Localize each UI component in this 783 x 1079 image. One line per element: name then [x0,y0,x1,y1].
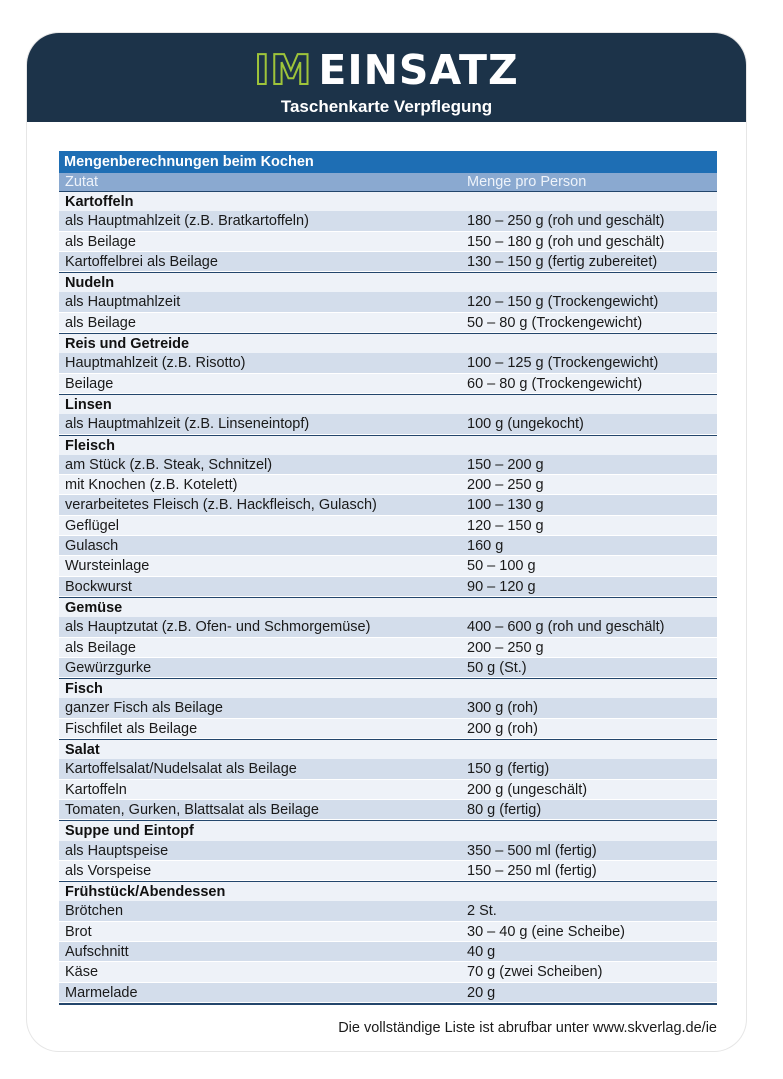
pocket-card [27,33,746,1051]
category-row [59,435,717,455]
amount-cell: 350 – 500 ml (fertig) [467,842,597,859]
table-row [59,475,717,495]
amount-cell: 100 – 130 g [467,497,544,514]
ingredient-cell: als Vorspeise [65,862,152,879]
category-label: Suppe und Eintopf [65,823,194,840]
category-row [59,394,717,414]
table-row [59,577,717,597]
ingredient-cell: mit Knochen (z.B. Kotelett) [65,477,238,494]
amount-cell: 200 g (ungeschält) [467,781,588,798]
amount-cell: 200 – 250 g [467,477,544,494]
category-label: Fleisch [65,437,115,454]
amount-cell: 70 g (zwei Scheiben) [467,964,603,981]
amount-cell: 40 g [467,943,496,960]
table-row [59,942,717,962]
category-row [59,333,717,353]
ingredient-cell: als Hauptzutat (z.B. Ofen- und Schmorgemüse) [65,619,371,636]
category-row [59,739,717,759]
ingredient-cell: Gulasch [65,538,119,555]
table-bottom-rule [59,1003,717,1005]
table-row [59,800,717,820]
amount-cell: 100 – 125 g (Trockengewicht) [467,355,659,372]
ingredient-cell: Tomaten, Gurken, Blattsalat als Beilage [65,801,319,818]
amount-cell: 120 – 150 g (Trockengewicht) [467,294,659,311]
header-banner [27,33,746,122]
amount-cell: 160 g [467,538,504,555]
category-label: Nudeln [65,275,115,292]
amount-cell: 150 – 200 g [467,456,544,473]
ingredient-cell: als Hauptmahlzeit (z.B. Linseneintopf) [65,416,310,433]
table-row [59,313,717,333]
table-row [59,252,717,272]
table-row [59,536,717,556]
ingredient-cell: Fischfilet als Beilage [65,720,198,737]
card-subtitle: Taschenkarte Verpflegung [280,97,493,116]
amount-cell: 50 g (St.) [467,659,527,676]
category-label: Gemüse [65,599,123,616]
ingredient-cell: Bockwurst [65,578,132,595]
amount-cell: 180 – 250 g (roh und geschält) [467,213,665,230]
ingredient-cell: am Stück (z.B. Steak, Schnitzel) [65,456,273,473]
logo-im: IM [254,46,313,94]
table-row [59,922,717,942]
ingredient-cell: verarbeitetes Fleisch (z.B. Hackfleisch, Gulasch) [65,497,377,514]
ingredient-cell: als Beilage [65,639,136,656]
amount-cell: 150 g (fertig) [467,761,550,778]
table-row [59,698,717,718]
ingredient-cell: Hauptmahlzeit (z.B. Risotto) [65,355,246,372]
ingredient-cell: als Beilage [65,314,136,331]
ingredient-cell: Käse [65,964,99,981]
column-header-ingredient: Zutat [65,174,99,190]
table-row [59,983,717,1003]
amount-cell: 80 g (fertig) [467,801,542,818]
category-label: Kartoffeln [65,194,134,210]
ingredient-cell: als Hauptspeise [65,842,169,859]
category-label: Reis und Getreide [65,336,190,353]
amount-cell: 200 g (roh) [467,720,538,737]
table-row [59,353,717,373]
amount-cell: 120 – 150 g [467,517,544,534]
table-row [59,495,717,515]
table-row [59,617,717,637]
amount-cell: 50 – 80 g (Trockengewicht) [467,314,643,331]
table-row [59,232,717,252]
logo [27,47,746,93]
table-row [59,374,717,394]
category-row [59,272,717,292]
amount-cell: 90 – 120 g [467,578,536,595]
column-header-row [59,173,717,191]
table-row [59,901,717,921]
ingredient-cell: Brot [65,923,92,940]
table-row [59,759,717,779]
table-body [59,191,717,1003]
table-row [59,861,717,881]
category-row [59,597,717,617]
table-row [59,841,717,861]
amount-cell: 400 – 600 g (roh und geschält) [467,619,665,636]
table-row [59,292,717,312]
ingredient-cell: Gewürzgurke [65,659,152,676]
table-row [59,455,717,475]
ingredient-cell: als Beilage [65,233,136,250]
amount-cell: 60 – 80 g (Trockengewicht) [467,375,643,392]
ingredient-cell: Brötchen [65,903,124,920]
ingredient-cell: Aufschnitt [65,943,129,960]
category-label: Fisch [65,681,103,698]
ingredient-cell: Kartoffeln [65,781,127,798]
category-row [59,678,717,698]
amount-cell: 200 – 250 g [467,639,544,656]
table-row [59,780,717,800]
ingredient-cell: Beilage [65,375,114,392]
amount-cell: 2 St. [467,903,497,920]
footer-note: Die vollständige Liste ist abrufbar unter www.skverlag.de/ie [338,1020,717,1036]
amount-cell: 20 g [467,984,496,1001]
table-row [59,414,717,434]
category-row [59,881,717,901]
ingredient-cell: Kartoffelbrei als Beilage [65,253,218,270]
category-row [59,820,717,840]
ingredient-cell: Marmelade [65,984,138,1001]
ingredient-cell: Kartoffelsalat/Nudelsalat als Beilage [65,761,297,778]
table-title: Mengenberechnungen beim Kochen [59,151,717,173]
amount-cell: 50 – 100 g [467,558,536,575]
column-header-amount: Menge pro Person [467,174,587,190]
category-row [59,191,717,211]
ingredient-cell: als Hauptmahlzeit [65,294,181,311]
amount-cell: 150 – 250 ml (fertig) [467,862,597,879]
table-row [59,658,717,678]
category-label: Linsen [65,396,112,413]
ingredient-cell: als Hauptmahlzeit (z.B. Bratkartoffeln) [65,213,309,230]
table-row [59,719,717,739]
ingredient-cell: Geflügel [65,517,120,534]
category-label: Frühstück/Abendessen [65,884,226,901]
table-row [59,516,717,536]
table-row [59,962,717,982]
category-label: Salat [65,742,100,759]
logo-einsatz: EINSATZ [318,46,519,94]
ingredient-cell: Wursteinlage [65,558,150,575]
table-row [59,556,717,576]
amount-cell: 300 g (roh) [467,700,538,717]
amount-cell: 130 – 150 g (fertig zubereitet) [467,253,658,270]
table-row [59,211,717,231]
table-row [59,638,717,658]
amount-cell: 100 g (ungekocht) [467,416,584,433]
ingredient-cell: ganzer Fisch als Beilage [65,700,223,717]
quantity-table [59,151,717,1005]
amount-cell: 30 – 40 g (eine Scheibe) [467,923,625,940]
amount-cell: 150 – 180 g (roh und geschält) [467,233,665,250]
